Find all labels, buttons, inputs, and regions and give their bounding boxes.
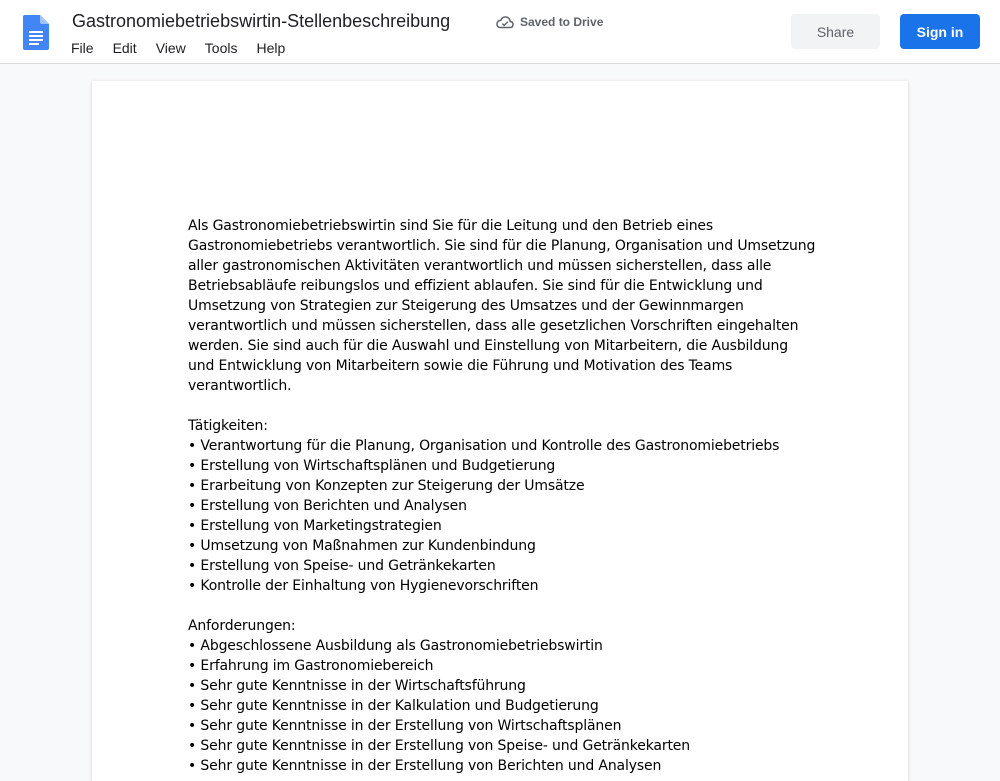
requirements-heading: Anforderungen: bbox=[188, 618, 296, 634]
list-item: • Verantwortung für die Planung, Organisation und Kontrolle des Gastronomiebetriebs bbox=[188, 438, 780, 454]
saved-status-label: Saved to Drive bbox=[520, 15, 604, 29]
menu-help[interactable]: Help bbox=[256, 40, 286, 56]
list-item: • Sehr gute Kenntnisse in der Erstellung von Wirtschaftsplänen bbox=[188, 718, 622, 734]
sign-in-button[interactable]: Sign in bbox=[900, 14, 980, 49]
menu-tools[interactable]: Tools bbox=[204, 40, 238, 56]
list-item: • Erstellung von Wirtschaftsplänen und Budgetierung bbox=[188, 458, 556, 474]
menu-view[interactable]: View bbox=[155, 40, 186, 56]
list-item: • Sehr gute Kenntnisse in der Kalkulation und Budgetierung bbox=[188, 698, 599, 714]
list-item: • Erfahrung im Gastronomiebereich bbox=[188, 658, 434, 674]
list-item: • Erstellung von Marketingstrategien bbox=[188, 518, 442, 534]
top-bar bbox=[0, 0, 1000, 64]
list-item: • Erarbeitung von Konzepten zur Steigerung der Umsätze bbox=[188, 478, 585, 494]
menu-file[interactable]: File bbox=[71, 40, 94, 56]
menu-bar bbox=[71, 40, 304, 56]
cloud-check-icon bbox=[496, 15, 514, 29]
list-item: • Erstellung von Berichten und Analysen bbox=[188, 498, 467, 514]
list-item: • Sehr gute Kenntnisse in der Wirtschaftsführung bbox=[188, 678, 526, 694]
document-body[interactable] bbox=[188, 216, 818, 776]
list-item: • Sehr gute Kenntnisse in der Erstellung von Speise- und Getränkekarten bbox=[188, 738, 690, 754]
tasks-heading: Tätigkeiten: bbox=[188, 418, 268, 434]
document-page[interactable] bbox=[92, 81, 908, 781]
saved-status[interactable] bbox=[496, 14, 603, 30]
intro-paragraph: Als Gastronomiebetriebswirtin sind Sie für die Leitung und den Betrieb eines Gastronomiebetriebs verantwortlich. Sie sind für die Planung, Organisation und Umsetzung aller gastronomischen Aktivitäten verantwortlich und müssen sicherstellen, dass alle Betriebsabläufe reibungslos und effizient ablaufen. Sie sind für die Entwicklung und Umsetzung von Strategien zur Steigerung des Umsatzes und der Gewinnmargen verantwortlich und müssen sicherstellen, dass alle gesetzlichen Vorschriften eingehalten werden. Sie sind auch für die Auswahl und Einstellung von Mitarbeitern, die Ausbildung und Entwicklung von Mitarbeitern sowie die Führung und Motivation des Teams verantwortlich. bbox=[188, 218, 816, 394]
list-item: • Abgeschlossene Ausbildung als Gastronomiebetriebswirtin bbox=[188, 638, 603, 654]
menu-edit[interactable]: Edit bbox=[112, 40, 137, 56]
share-button[interactable]: Share bbox=[791, 14, 880, 49]
google-docs-icon[interactable] bbox=[23, 15, 49, 50]
list-item: • Kontrolle der Einhaltung von Hygienevorschriften bbox=[188, 578, 539, 594]
list-item: • Erstellung von Speise- und Getränkekarten bbox=[188, 558, 496, 574]
list-item: • Umsetzung von Maßnahmen zur Kundenbindung bbox=[188, 538, 536, 554]
list-item: • Sehr gute Kenntnisse in der Erstellung von Berichten und Analysen bbox=[188, 758, 662, 774]
document-title[interactable]: Gastronomiebetriebswirtin-Stellenbeschreibung bbox=[72, 11, 451, 31]
